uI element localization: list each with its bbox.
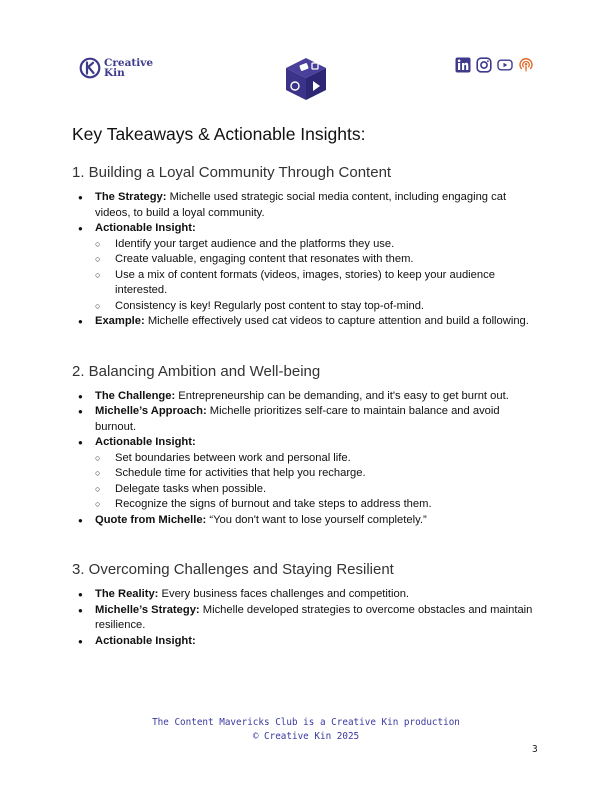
item-label: Example: <box>95 315 145 327</box>
list-item <box>72 190 542 221</box>
list-item <box>72 221 542 314</box>
page-header <box>0 0 612 110</box>
item-label: Actionable Insight: <box>95 436 196 448</box>
list-item <box>72 435 542 513</box>
sub-list <box>95 237 542 315</box>
item-text: “You don't want to lose yourself completely.” <box>206 513 427 526</box>
kin-logo-icon <box>79 57 101 79</box>
youtube-icon[interactable] <box>497 57 513 73</box>
section-list <box>72 190 542 330</box>
page-content <box>72 124 542 649</box>
logo-wordmark <box>104 58 153 78</box>
sub-list-item: ○ Delegate tasks when possible. <box>95 482 542 498</box>
item-text: Michelle prioritizes self-care to maintain balance and avoid burnout. <box>95 405 500 433</box>
page-title: Key Takeaways & Actionable Insights: <box>72 124 366 144</box>
sub-list-item: ○ Use a mix of content formats (videos, images, stories) to keep your audience interested. <box>95 268 542 299</box>
social-links <box>455 57 534 73</box>
instagram-icon[interactable] <box>476 57 492 73</box>
footer-copyright: © Creative Kin 2025 <box>252 731 360 742</box>
linkedin-icon[interactable] <box>455 57 471 73</box>
sub-list-item: ○ Recognize the signs of burnout and take steps to address them. <box>95 497 542 513</box>
item-text: Michelle effectively used cat videos to capture attention and build a following. <box>144 315 529 327</box>
podcast-icon[interactable] <box>518 57 534 73</box>
logo-line-1: Creative <box>104 57 153 69</box>
sub-list-item: ○ Create valuable, engaging content that resonates with them. <box>95 252 542 268</box>
list-item <box>72 513 542 529</box>
item-label: Michelle’s Strategy: <box>95 603 200 616</box>
page-footer <box>0 716 612 744</box>
section-heading: 3. Overcoming Challenges and Staying Resilient <box>72 561 394 578</box>
section-list <box>72 389 542 529</box>
list-item <box>72 389 542 405</box>
page-number: 3 <box>532 744 538 755</box>
media-cube-icon <box>282 56 330 102</box>
logo-line-2: Kin <box>104 67 125 79</box>
list-item <box>72 404 542 435</box>
footer-credit: The Content Mavericks Club is a Creative Kin production <box>152 717 460 728</box>
item-label: The Challenge: <box>95 389 176 402</box>
item-label: Actionable Insight: <box>95 634 196 647</box>
sub-list-item: ○ Set boundaries between work and personal life. <box>95 451 542 467</box>
item-text: Entrepreneurship can be demanding, and it's easy to get burnt out. <box>175 389 509 402</box>
item-text: Every business faces challenges and competition. <box>158 588 410 600</box>
section-heading: 2. Balancing Ambition and Well-being <box>72 362 321 380</box>
list-item <box>72 603 542 634</box>
sub-list <box>95 451 542 513</box>
list-item <box>72 634 542 650</box>
item-text: Michelle used strategic social media content, including engaging cat videos, to build a loyal community. <box>95 191 507 219</box>
item-label: The Reality: <box>95 588 159 600</box>
item-text: Michelle developed strategies to overcome obstacles and maintain resilience. <box>95 603 533 631</box>
item-label: Actionable Insight: <box>95 222 196 234</box>
sub-list-item: ○ Consistency is key! Regularly post content to stay top-of-mind. <box>95 299 542 315</box>
section-list <box>72 587 542 649</box>
creative-kin-logo <box>79 57 153 79</box>
list-item <box>72 587 542 603</box>
item-label: Michelle’s Approach: <box>95 405 207 417</box>
sub-list-item: ○ Schedule time for activities that help you recharge. <box>95 466 542 482</box>
item-label: The Strategy: <box>95 191 167 203</box>
sub-list-item: ○ Identify your target audience and the platforms they use. <box>95 237 542 253</box>
list-item <box>72 314 542 330</box>
item-label: Quote from Michelle: <box>95 513 207 526</box>
section-heading: 1. Building a Loyal Community Through Content <box>72 164 392 181</box>
